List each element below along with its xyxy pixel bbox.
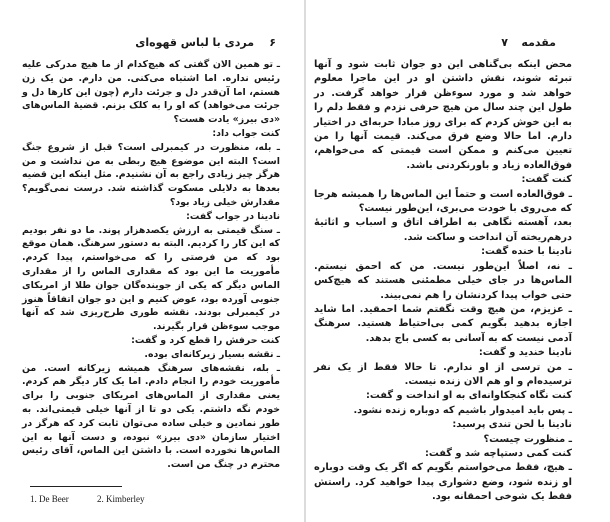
footnotes	[30, 494, 170, 504]
paragraph: ـ سنگ قیمتی به ارزش یکصدهزار پوند. ما دو نفر بودیم که این کار را کردیم. البته به دستور سرهنگ. همان موقع بود که من فرصتی را که می‌خواستم، پیدا کردم. مأموریت ما این بود که مقداری الماس را از مقداری الماس دیگر که یکی از جوینده‌گان جوان طلا از امریکای جنوبی آورده بود، عوض کنیم و این دو جوان اتفاقاً هنوز در کیمبرلی بودند. نقشه طوری طرح‌ریزی شد که آنها موجب سوءظن قرار بگیرند.	[22, 224, 280, 333]
paragraph: نادینا در جواب گفت:	[186, 210, 280, 222]
paragraph: محض اینکه بی‌گناهی این دو جوان ثابت شود و آنها تبرئه شوند، نقش داشتن او در این ماجرا معلوم خواهد شد و مورد سوءظن قرار خواهد گرفت. در طول این چند سال من هیچ حرفی نزدم و فقط دلم را به این خوش کردم که برای روز مبادا حربه‌ای در اختیار دارم. اما حالا وضع فرق می‌کند. قیمت آنها را من تعیین می‌کنم و ممکن است قیمتی که می‌خواهم، فوق‌العاده زیاد و باورنکردنی باشد.	[314, 59, 572, 171]
right-page	[306, 0, 610, 522]
right-running-head: مقدمه	[521, 36, 556, 49]
paragraph: کنت جواب داد:	[212, 127, 280, 139]
paragraph: کنت کمی دستپاچه شد و گفت:	[424, 447, 572, 459]
paragraph: کنت حرفش را قطع کرد و گفت:	[131, 334, 280, 346]
paragraph: نادینا با خنده گفت:	[481, 246, 572, 258]
paragraph: نادینا خندید و گفت:	[478, 347, 572, 359]
paragraph: ـ منظورت چیست؟	[483, 433, 572, 445]
paragraph: ـ بله، منظورت در کیمبرلی است؟ قبل از شروع جنگ است؟ البته این موضوع هیچ ربطی به من نداشت و من هرگز چیز زیادی راجع به آن نشنیدم. مثل اینکه این قضیه بعدها به دلایلی مسکوت گذاشته شد. درست نمی‌گویم؟ مقدارش خیلی زیاد بود؟	[22, 141, 280, 208]
paragraph: کنت نگاه کنجکاوانه‌ای به او انداخت و گفت:	[366, 390, 572, 402]
paragraph: ـ بله، نقشه‌های سرهنگ همیشه زیرکانه است. من مأموریت خودم را انجام دادم. اما یک کار دیگر هم کردم. یعنی مقداری از الماس‌های امریکای جنوبی را برای خودم نگه داشتم. یکی دو تا از آنها خیلی قیمتی‌اند. به طور نمادین و خیلی ساده می‌توان ثابت کرد که هرگز در اختیار سازمان «دی بیرز» نبوده، و دست آنها به این الماس‌ها نخورده است. با داشتن این الماس، آقای رئیس محترم در چنگ من است.	[22, 362, 280, 471]
left-page-number: ۶	[269, 36, 276, 49]
left-page	[0, 0, 304, 522]
paragraph: ـ نه، اصلاً این‌طور نیست. من که احمق نیستم. الماس‌ها در جای خیلی مطمئنی هستند که هیچ‌کس حتی خواب پیدا کردنشان را هم نمی‌بیند.	[314, 260, 572, 301]
paragraph: کنت گفت:	[521, 174, 572, 186]
footnote: 2. Kimberley	[96, 494, 145, 504]
paragraph: نادینا با لحن تندی پرسید:	[452, 419, 572, 431]
paragraph: ـ من ترسی از او ندارم. تا حالا فقط از یک نفر ترسیده‌ام و او هم الان زنده نیست.	[314, 361, 572, 387]
left-page-body	[22, 58, 280, 472]
right-page-body	[314, 58, 572, 505]
paragraph: ـ پس باید امیدوار باشیم که دوباره زنده نشود.	[353, 404, 572, 416]
paragraph: ـ نقشه بسیار زیرکانه‌ای بوده.	[144, 348, 280, 360]
paragraph: ـ فوق‌العاده است و حتماً این الماس‌ها را همیشه هرجا که می‌روی با خودت می‌بری، این‌طور نیست؟	[314, 188, 572, 215]
paragraph: ـ عزیزم، من هیچ وقت نگفتم شما احمقید. اما شاید اجازه بدهید بگویم کمی بی‌احتیاط هستید. سرهنگ آدمی نیست که به آسانی به کسی باج بدهد.	[314, 303, 572, 344]
footnote: 1. De Beer	[30, 494, 69, 504]
right-page-number: ۷	[501, 36, 508, 49]
paragraph: ـ تو همین الان گفتی که هیچ‌کدام از ما هیچ مدرکی علیه رئیس نداره. اما اشتباه می‌کنی. من دارم. من یک زن هستم، اما آن‌قدر دل و جرئت دارم (چون این کارها دل و جرئت می‌خواهد) که او را به کلک بزنم. قضیهٔ الماس‌های «دی بیرز» یادت هست؟	[22, 59, 280, 126]
footnote-rule	[30, 486, 122, 487]
paragraph: ـ هیچ، فقط می‌خواستم بگویم که اگر یک وقت دوباره او زنده شود، وضع دشواری پیدا خواهید کرد. راستش فقط یک شوخی احمقانه بود.	[314, 462, 572, 503]
paragraph: بعد، آهسته نگاهی به اطراف اتاق و اسباب و اثاثیهٔ درهم‌ریخته آن انداخت و ساکت شد.	[314, 217, 572, 243]
left-running-head: مردی با لباس قهوه‌ای	[135, 36, 254, 49]
